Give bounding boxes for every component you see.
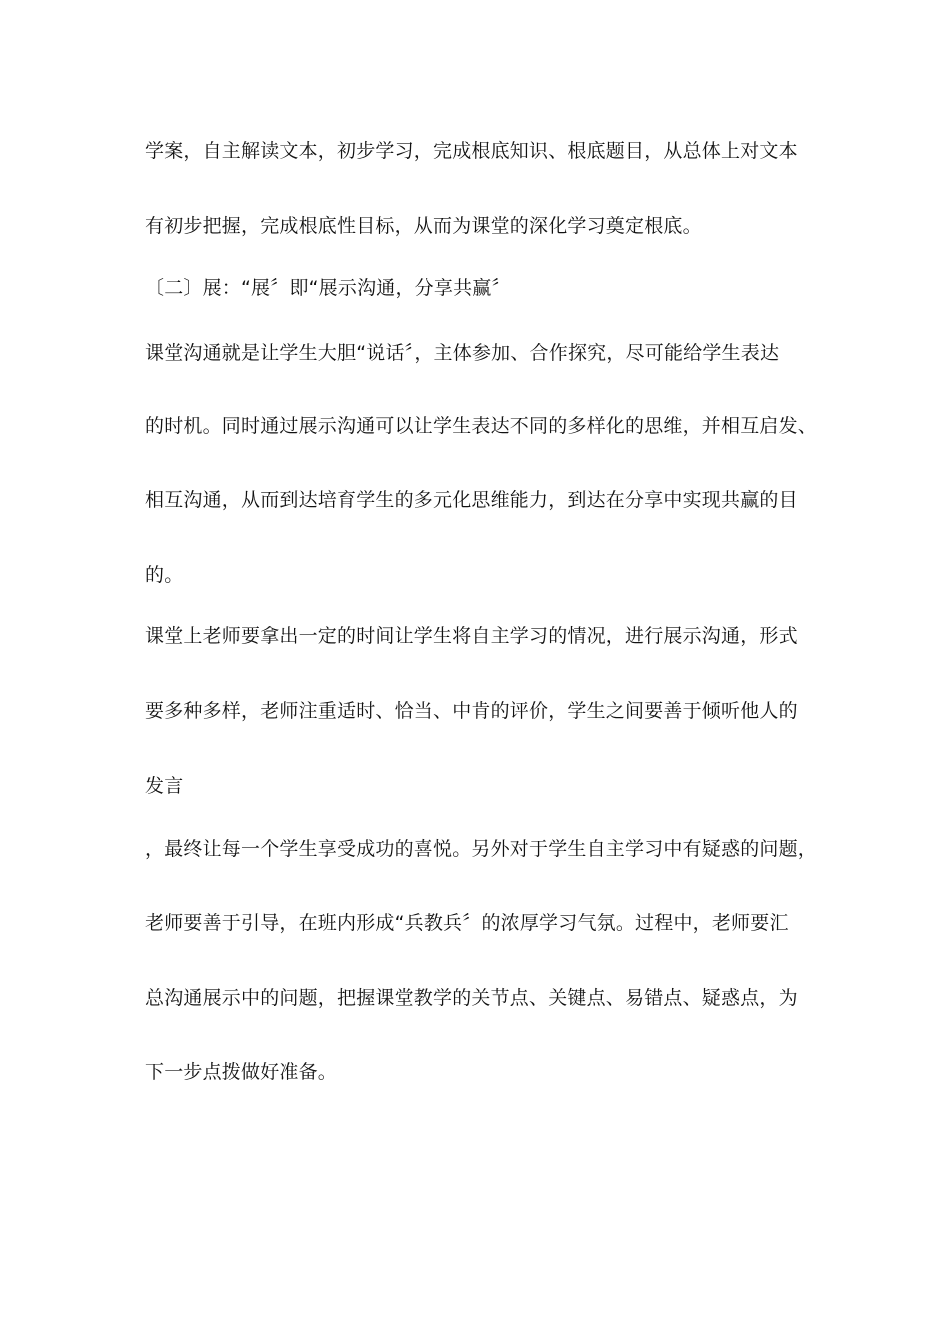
paragraph-line: 总沟通展示中的问题，把握课堂教学的关节点、关键点、易错点、疑惑点，为 <box>145 987 798 1009</box>
paragraph-line: 下一步点拨做好准备。 <box>145 1061 338 1083</box>
paragraph-line: 相互沟通，从而到达培育学生的多元化思维能力，到达在分享中实现共赢的目 <box>145 489 798 511</box>
section-heading: 〔二〕展：“展〞即“展示沟通，分享共赢〞 <box>145 277 511 299</box>
paragraph-line: 学案，自主解读文本，初步学习，完成根底知识、根底题目，从总体上对文本 <box>145 140 798 162</box>
paragraph-line: 课堂沟通就是让学生大胆“说话〞，主体参加、合作探究，尽可能给学生表达 <box>145 342 780 364</box>
paragraph-line: 课堂上老师要拿出一定的时间让学生将自主学习的情况，进行展示沟通，形式 <box>145 625 798 647</box>
paragraph-line: 有初步把握，完成根底性目标，从而为课堂的深化学习奠定根底。 <box>145 215 702 237</box>
paragraph-line: 要多种多样，老师注重适时、恰当、中肯的评价，学生之间要善于倾听他人的 <box>145 700 798 722</box>
paragraph-line: ，最终让每一个学生享受成功的喜悦。另外对于学生自主学习中有疑惑的问题， <box>145 838 818 860</box>
paragraph-line: 的时机。同时通过展示沟通可以让学生表达不同的多样化的思维，并相互启发、 <box>145 415 818 437</box>
paragraph-line: 的。 <box>145 564 184 586</box>
paragraph-line: 发言 <box>145 775 184 797</box>
paragraph-line: 老师要善于引导，在班内形成“兵教兵〞的浓厚学习气氛。过程中，老师要汇 <box>145 912 789 934</box>
